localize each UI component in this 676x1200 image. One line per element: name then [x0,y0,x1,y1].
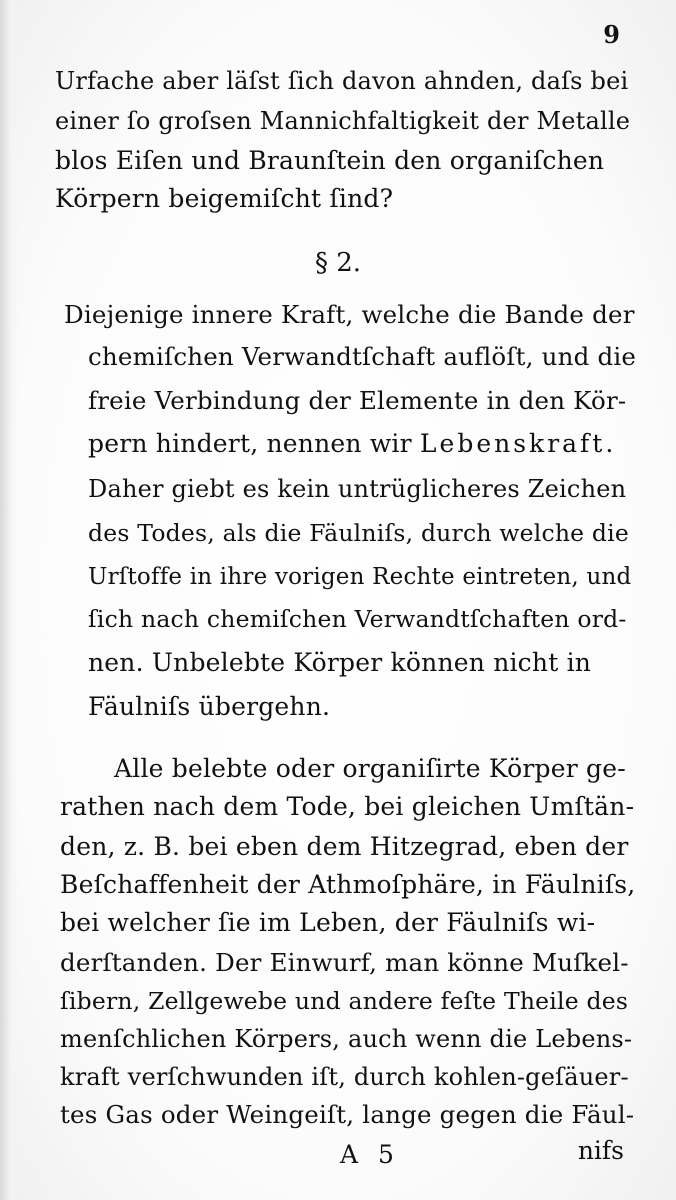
text-line: Daher giebt es kein untrüglicheres Zeichen [88,475,627,503]
text-line: derſtanden. Der Einwurf, man könne Muſkel- [60,948,629,977]
text-segment: pern hindert, nennen wir [88,429,420,458]
text-line: freie Verbindung der Elemente in den Kör- [88,386,627,415]
catchword: nifs [577,1136,624,1165]
text-line: Beſchaffenheit der Athmoſphäre, in Fäulniſs, [60,870,636,899]
page-number: 9 [603,20,620,49]
text-line: Körpern beigemiſcht ſind? [55,184,394,213]
text-line: den, z. B. bei eben dem Hitzegrad, eben der [60,832,629,861]
text-line: menſchlichen Körpers, auch wenn die Lebens- [60,1025,633,1053]
section-heading: § 2. [314,248,362,278]
text-line: ſich nach chemiſchen Verwandtſchaften ord- [88,605,627,633]
text-line: tes Gas oder Weingeiſt, lange gegen die Fäul- [60,1100,635,1129]
text-line: kraft verſchwunden iſt, durch kohlen-geſäuer- [60,1063,629,1091]
text-line: des Todes, als die Fäulniſs, durch welche die [88,519,629,547]
page-edge-shadow [0,0,18,1200]
text-line: chemiſchen Verwandtſchaft auflöſt, und die [88,342,637,371]
text-line: rathen nach dem Tode, bei gleichen Umſtän- [60,792,635,821]
text-line: Alle belebte oder organiſirte Körper ge- [114,754,626,783]
text-line: Urſtoffe in ihre vorigen Rechte eintreten, und [88,564,632,590]
emphasized-term: Lebenskraft. [419,429,617,458]
text-line: Fäulniſs übergehn. [88,692,331,721]
text-line: Urfache aber läſst ſich davon ahnden, daſs bei [55,67,629,95]
text-line [88,427,616,461]
signature-mark: A 5 [340,1140,400,1169]
text-line: bei welcher ſie im Leben, der Fäulniſs wi- [60,908,596,937]
text-line: Diejenige innere Kraft, welche die Bande der [64,300,635,329]
text-line: einer ſo groſsen Mannichfaltigkeit der Metalle [55,107,631,135]
text-line: nen. Unbelebte Körper können nicht in [88,648,592,677]
text-line: ſibern, Zellgewebe und andere feſte Theile des [60,987,629,1015]
text-line: blos Eiſen und Braunſtein den organiſchen [55,146,605,175]
